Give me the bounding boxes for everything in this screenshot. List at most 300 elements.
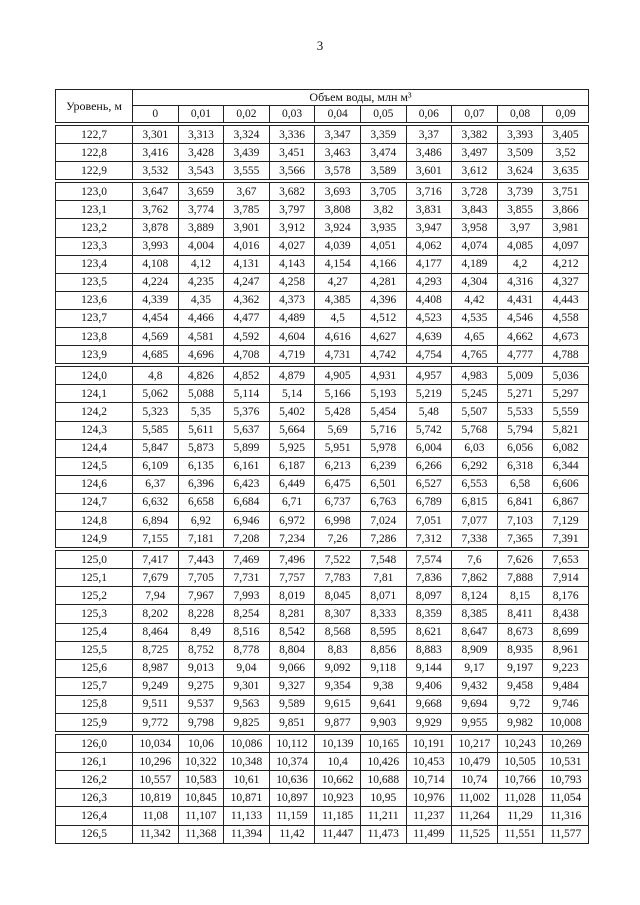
table-row xyxy=(56,677,589,695)
volume-cell: 10,191 xyxy=(406,733,452,753)
level-cell: 123,5 xyxy=(56,273,133,291)
volume-cell: 11,133 xyxy=(224,807,270,825)
volume-cell: 10,269 xyxy=(543,733,589,753)
volume-cell: 11,185 xyxy=(315,807,361,825)
volume-cell: 4,604 xyxy=(269,328,315,346)
volume-cell: 4,004 xyxy=(178,237,224,255)
volume-cell: 10,034 xyxy=(133,733,179,753)
volume-cell: 9,537 xyxy=(178,695,224,713)
volume-cell: 8,359 xyxy=(406,605,452,623)
volume-cell: 4,304 xyxy=(452,273,498,291)
volume-cell: 9,17 xyxy=(452,659,498,677)
volume-cell: 9,982 xyxy=(497,714,543,734)
volume-cell: 3,866 xyxy=(543,201,589,219)
volume-cell: 4,131 xyxy=(224,255,270,273)
table-row xyxy=(56,549,589,569)
volume-cell: 5,428 xyxy=(315,403,361,421)
volume-cell: 7,024 xyxy=(360,511,406,529)
table-row xyxy=(56,511,589,529)
volume-cell: 3,739 xyxy=(497,181,543,201)
volume-cell: 3,785 xyxy=(224,201,270,219)
table-row xyxy=(56,695,589,713)
volume-cell: 3,52 xyxy=(543,144,589,162)
table-row xyxy=(56,181,589,201)
volume-cell: 6,527 xyxy=(406,475,452,493)
volume-cell: 6,501 xyxy=(360,475,406,493)
volume-cell: 5,219 xyxy=(406,385,452,403)
volume-cell: 10,61 xyxy=(224,771,270,789)
volume-cell: 4,293 xyxy=(406,273,452,291)
volume-column-header: Объем воды, млн м³ xyxy=(133,90,589,106)
volume-cell: 4,143 xyxy=(269,255,315,273)
volume-cell: 5,611 xyxy=(178,421,224,439)
volume-cell: 10,322 xyxy=(178,753,224,771)
volume-cell: 7,967 xyxy=(178,587,224,605)
volume-cell: 8,045 xyxy=(315,587,361,605)
volume-cell: 11,028 xyxy=(497,789,543,807)
volume-cell: 10,453 xyxy=(406,753,452,771)
volume-cell: 5,899 xyxy=(224,439,270,457)
page-number: 3 xyxy=(316,38,324,53)
volume-cell: 3,601 xyxy=(406,162,452,182)
volume-cell: 3,67 xyxy=(224,181,270,201)
volume-cell: 3,451 xyxy=(269,144,315,162)
volume-cell: 4,051 xyxy=(360,237,406,255)
volume-cell: 8,621 xyxy=(406,623,452,641)
volume-cell: 9,877 xyxy=(315,714,361,734)
volume-cell: 4,42 xyxy=(452,291,498,309)
volume-cell: 9,354 xyxy=(315,677,361,695)
volume-cell: 10,426 xyxy=(360,753,406,771)
volume-cell: 9,275 xyxy=(178,677,224,695)
volume-cell: 6,684 xyxy=(224,493,270,511)
volume-cell: 6,266 xyxy=(406,457,452,475)
volume-cell: 11,08 xyxy=(133,807,179,825)
volume-cell: 10,923 xyxy=(315,789,361,807)
volume-cell: 4,523 xyxy=(406,309,452,327)
table-row xyxy=(56,605,589,623)
volume-cell: 8,909 xyxy=(452,641,498,659)
volume-cell: 3,497 xyxy=(452,144,498,162)
volume-cell: 11,499 xyxy=(406,825,452,843)
level-cell: 123,3 xyxy=(56,237,133,255)
volume-cell: 4,12 xyxy=(178,255,224,273)
volume-cell: 8,464 xyxy=(133,623,179,641)
level-cell: 124,3 xyxy=(56,421,133,439)
volume-cell: 7,155 xyxy=(133,530,179,550)
volume-cell: 8,254 xyxy=(224,605,270,623)
volume-cell: 4,431 xyxy=(497,291,543,309)
volume-cell: 4,062 xyxy=(406,237,452,255)
volume-cell: 10,112 xyxy=(269,733,315,753)
volume-cell: 7,365 xyxy=(497,530,543,550)
volume-cell: 10,871 xyxy=(224,789,270,807)
volume-cell: 4,983 xyxy=(452,365,498,385)
volume-cell: 4,512 xyxy=(360,309,406,327)
table-row xyxy=(56,291,589,309)
volume-cell: 4,696 xyxy=(178,346,224,366)
increment-header-cell: 0,07 xyxy=(452,106,498,125)
volume-cell: 3,924 xyxy=(315,219,361,237)
level-cell: 124,0 xyxy=(56,365,133,385)
volume-cell: 7,836 xyxy=(406,569,452,587)
table-row xyxy=(56,623,589,641)
volume-cell: 9,641 xyxy=(360,695,406,713)
volume-cell: 10,479 xyxy=(452,753,498,771)
volume-cell: 3,889 xyxy=(178,219,224,237)
volume-cell: 11,054 xyxy=(543,789,589,807)
volume-cell: 7,443 xyxy=(178,549,224,569)
volume-cell: 8,15 xyxy=(497,587,543,605)
level-cell: 126,2 xyxy=(56,771,133,789)
volume-cell: 3,474 xyxy=(360,144,406,162)
volume-cell: 3,912 xyxy=(269,219,315,237)
volume-cell: 5,323 xyxy=(133,403,179,421)
table-row xyxy=(56,789,589,807)
increment-header-cell: 0 xyxy=(133,106,179,125)
volume-cell: 7,181 xyxy=(178,530,224,550)
volume-cell: 3,682 xyxy=(269,181,315,201)
level-cell: 125,0 xyxy=(56,549,133,569)
volume-cell: 6,606 xyxy=(543,475,589,493)
volume-cell: 3,393 xyxy=(497,124,543,144)
volume-cell: 8,961 xyxy=(543,641,589,659)
level-cell: 126,1 xyxy=(56,753,133,771)
table-row xyxy=(56,273,589,291)
volume-cell: 3,624 xyxy=(497,162,543,182)
volume-cell: 6,239 xyxy=(360,457,406,475)
volume-cell: 5,821 xyxy=(543,421,589,439)
volume-cell: 4,224 xyxy=(133,273,179,291)
volume-cell: 7,26 xyxy=(315,530,361,550)
volume-cell: 9,589 xyxy=(269,695,315,713)
volume-cell: 8,883 xyxy=(406,641,452,659)
volume-cell: 7,888 xyxy=(497,569,543,587)
volume-cell: 8,699 xyxy=(543,623,589,641)
volume-cell: 5,742 xyxy=(406,421,452,439)
level-cell: 122,7 xyxy=(56,124,133,144)
volume-cell: 11,447 xyxy=(315,825,361,843)
volume-cell: 9,668 xyxy=(406,695,452,713)
volume-cell: 3,878 xyxy=(133,219,179,237)
volume-cell: 4,177 xyxy=(406,255,452,273)
volume-cell: 10,688 xyxy=(360,771,406,789)
volume-cell: 4,281 xyxy=(360,273,406,291)
volume-cell: 5,402 xyxy=(269,403,315,421)
volume-cell: 3,578 xyxy=(315,162,361,182)
volume-cell: 5,507 xyxy=(452,403,498,421)
volume-cell: 4,327 xyxy=(543,273,589,291)
volume-cell: 7,496 xyxy=(269,549,315,569)
volume-cell: 4,154 xyxy=(315,255,361,273)
volume-cell: 11,42 xyxy=(269,825,315,843)
volume-cell: 4,408 xyxy=(406,291,452,309)
volume-cell: 6,056 xyxy=(497,439,543,457)
volume-cell: 4,2 xyxy=(497,255,543,273)
level-cell: 122,9 xyxy=(56,162,133,182)
volume-cell: 7,574 xyxy=(406,549,452,569)
volume-cell: 3,324 xyxy=(224,124,270,144)
volume-cell: 9,118 xyxy=(360,659,406,677)
volume-cell: 7,103 xyxy=(497,511,543,529)
level-cell: 126,3 xyxy=(56,789,133,807)
table-row xyxy=(56,641,589,659)
volume-cell: 9,066 xyxy=(269,659,315,677)
volume-cell: 3,347 xyxy=(315,124,361,144)
volume-cell: 6,815 xyxy=(452,493,498,511)
volume-cell: 10,296 xyxy=(133,753,179,771)
volume-cell: 4,235 xyxy=(178,273,224,291)
volume-cell: 6,972 xyxy=(269,511,315,529)
increment-header-cell: 0,08 xyxy=(497,106,543,125)
volume-cell: 10,766 xyxy=(497,771,543,789)
increment-header-cell: 0,04 xyxy=(315,106,361,125)
level-cell: 125,1 xyxy=(56,569,133,587)
level-cell: 122,8 xyxy=(56,144,133,162)
level-group xyxy=(56,124,589,181)
volume-cell: 3,97 xyxy=(497,219,543,237)
volume-cell: 6,92 xyxy=(178,511,224,529)
table-row xyxy=(56,659,589,677)
volume-cell: 6,292 xyxy=(452,457,498,475)
volume-cell: 4,166 xyxy=(360,255,406,273)
volume-cell: 10,06 xyxy=(178,733,224,753)
volume-cell: 9,458 xyxy=(497,677,543,695)
table-row xyxy=(56,328,589,346)
volume-cell: 3,405 xyxy=(543,124,589,144)
volume-cell: 7,679 xyxy=(133,569,179,587)
level-cell: 125,7 xyxy=(56,677,133,695)
volume-cell: 6,841 xyxy=(497,493,543,511)
volume-cell: 3,612 xyxy=(452,162,498,182)
increment-header-cell: 0,05 xyxy=(360,106,406,125)
volume-cell: 9,38 xyxy=(360,677,406,695)
volume-cell: 6,004 xyxy=(406,439,452,457)
volume-cell: 7,705 xyxy=(178,569,224,587)
level-group xyxy=(56,181,589,365)
volume-cell: 10,819 xyxy=(133,789,179,807)
volume-cell: 6,763 xyxy=(360,493,406,511)
table-row xyxy=(56,346,589,366)
volume-cell: 3,935 xyxy=(360,219,406,237)
volume-cell: 3,301 xyxy=(133,124,179,144)
volume-cell: 5,114 xyxy=(224,385,270,403)
volume-cell: 6,082 xyxy=(543,439,589,457)
volume-cell: 9,955 xyxy=(452,714,498,734)
volume-cell: 3,728 xyxy=(452,181,498,201)
volume-cell: 4,788 xyxy=(543,346,589,366)
volume-cell: 6,71 xyxy=(269,493,315,511)
table-row xyxy=(56,439,589,457)
volume-cell: 7,522 xyxy=(315,549,361,569)
volume-cell: 7,234 xyxy=(269,530,315,550)
volume-cell: 11,342 xyxy=(133,825,179,843)
volume-cell: 4,477 xyxy=(224,309,270,327)
volume-cell: 5,271 xyxy=(497,385,543,403)
volume-cell: 8,071 xyxy=(360,587,406,605)
volume-cell: 4,569 xyxy=(133,328,179,346)
volume-cell: 10,086 xyxy=(224,733,270,753)
volume-cell: 8,542 xyxy=(269,623,315,641)
table-row xyxy=(56,530,589,550)
volume-cell: 6,946 xyxy=(224,511,270,529)
volume-cell: 5,925 xyxy=(269,439,315,457)
volume-cell: 4,35 xyxy=(178,291,224,309)
volume-cell: 4,708 xyxy=(224,346,270,366)
volume-cell: 7,914 xyxy=(543,569,589,587)
volume-cell: 8,438 xyxy=(543,605,589,623)
volume-cell: 6,449 xyxy=(269,475,315,493)
volume-cell: 8,281 xyxy=(269,605,315,623)
volume-cell: 9,144 xyxy=(406,659,452,677)
volume-cell: 8,935 xyxy=(497,641,543,659)
level-cell: 125,8 xyxy=(56,695,133,713)
volume-cell: 3,693 xyxy=(315,181,361,201)
volume-cell: 5,245 xyxy=(452,385,498,403)
volume-cell: 4,731 xyxy=(315,346,361,366)
level-cell: 124,9 xyxy=(56,530,133,550)
volume-cell: 7,653 xyxy=(543,549,589,569)
volume-cell: 7,862 xyxy=(452,569,498,587)
level-cell: 123,2 xyxy=(56,219,133,237)
increment-header-cell: 0,01 xyxy=(178,106,224,125)
volume-cell: 3,37 xyxy=(406,124,452,144)
volume-cell: 6,867 xyxy=(543,493,589,511)
volume-cell: 6,998 xyxy=(315,511,361,529)
table-row xyxy=(56,771,589,789)
volume-cell: 3,797 xyxy=(269,201,315,219)
volume-cell: 8,385 xyxy=(452,605,498,623)
volume-cell: 4,5 xyxy=(315,309,361,327)
table-row xyxy=(56,144,589,162)
volume-cell: 4,189 xyxy=(452,255,498,273)
volume-cell: 10,243 xyxy=(497,733,543,753)
volume-cell: 5,533 xyxy=(497,403,543,421)
volume-cell: 3,843 xyxy=(452,201,498,219)
volume-cell: 5,062 xyxy=(133,385,179,403)
volume-cell: 3,416 xyxy=(133,144,179,162)
level-cell: 124,2 xyxy=(56,403,133,421)
level-cell: 124,1 xyxy=(56,385,133,403)
increment-header-cell: 0,09 xyxy=(543,106,589,125)
volume-cell: 4,535 xyxy=(452,309,498,327)
table-row xyxy=(56,733,589,753)
increment-header-cell: 0,02 xyxy=(224,106,270,125)
volume-cell: 4,339 xyxy=(133,291,179,309)
volume-cell: 4,396 xyxy=(360,291,406,309)
volume-cell: 4,466 xyxy=(178,309,224,327)
volume-cell: 6,658 xyxy=(178,493,224,511)
level-cell: 126,4 xyxy=(56,807,133,825)
volume-cell: 7,077 xyxy=(452,511,498,529)
volume-cell: 9,013 xyxy=(178,659,224,677)
volume-cell: 3,82 xyxy=(360,201,406,219)
volume-cell: 6,135 xyxy=(178,457,224,475)
level-cell: 123,4 xyxy=(56,255,133,273)
volume-cell: 7,286 xyxy=(360,530,406,550)
volume-cell: 3,428 xyxy=(178,144,224,162)
volume-cell: 9,615 xyxy=(315,695,361,713)
volume-cell: 5,768 xyxy=(452,421,498,439)
volume-cell: 3,509 xyxy=(497,144,543,162)
level-cell: 123,8 xyxy=(56,328,133,346)
volume-cell: 10,217 xyxy=(452,733,498,753)
volume-cell: 3,439 xyxy=(224,144,270,162)
volume-cell: 6,396 xyxy=(178,475,224,493)
volume-cell: 4,362 xyxy=(224,291,270,309)
table-row xyxy=(56,753,589,771)
volume-cell: 6,737 xyxy=(315,493,361,511)
volume-cell: 3,336 xyxy=(269,124,315,144)
volume-cell: 3,762 xyxy=(133,201,179,219)
level-cell: 125,3 xyxy=(56,605,133,623)
volume-cell: 9,746 xyxy=(543,695,589,713)
volume-cell: 3,555 xyxy=(224,162,270,182)
volume-cell: 5,14 xyxy=(269,385,315,403)
table-row xyxy=(56,475,589,493)
volume-cell: 4,258 xyxy=(269,273,315,291)
volume-cell: 3,958 xyxy=(452,219,498,237)
volume-cell: 7,993 xyxy=(224,587,270,605)
volume-cell: 11,159 xyxy=(269,807,315,825)
volume-cell: 8,124 xyxy=(452,587,498,605)
volume-cell: 9,249 xyxy=(133,677,179,695)
volume-cell: 4,039 xyxy=(315,237,361,255)
volume-cell: 4,454 xyxy=(133,309,179,327)
volume-cell: 4,27 xyxy=(315,273,361,291)
volume-cell: 10,505 xyxy=(497,753,543,771)
volume-cell: 9,301 xyxy=(224,677,270,695)
volume-cell: 5,951 xyxy=(315,439,361,457)
volume-cell: 8,019 xyxy=(269,587,315,605)
volume-cell: 5,193 xyxy=(360,385,406,403)
volume-cell: 3,831 xyxy=(406,201,452,219)
volume-cell: 5,166 xyxy=(315,385,361,403)
volume-cell: 11,473 xyxy=(360,825,406,843)
level-group xyxy=(56,549,589,733)
volume-cell: 4,852 xyxy=(224,365,270,385)
volume-cell: 9,772 xyxy=(133,714,179,734)
volume-cell: 11,237 xyxy=(406,807,452,825)
volume-cell: 4,879 xyxy=(269,365,315,385)
volume-cell: 8,228 xyxy=(178,605,224,623)
volume-cell: 9,092 xyxy=(315,659,361,677)
level-cell: 125,5 xyxy=(56,641,133,659)
volume-cell: 8,568 xyxy=(315,623,361,641)
volume-cell: 10,845 xyxy=(178,789,224,807)
volume-cell: 6,213 xyxy=(315,457,361,475)
volume-cell: 7,731 xyxy=(224,569,270,587)
increment-header-cell: 0,06 xyxy=(406,106,452,125)
volume-cell: 10,348 xyxy=(224,753,270,771)
volume-cell: 8,202 xyxy=(133,605,179,623)
volume-cell: 3,635 xyxy=(543,162,589,182)
volume-cell: 11,107 xyxy=(178,807,224,825)
volume-cell: 3,705 xyxy=(360,181,406,201)
level-cell: 125,4 xyxy=(56,623,133,641)
volume-cell: 8,333 xyxy=(360,605,406,623)
volume-cell: 8,411 xyxy=(497,605,543,623)
level-cell: 123,6 xyxy=(56,291,133,309)
volume-cell: 11,525 xyxy=(452,825,498,843)
volume-cell: 4,443 xyxy=(543,291,589,309)
volume-cell: 8,176 xyxy=(543,587,589,605)
volume-cell: 3,808 xyxy=(315,201,361,219)
volume-cell: 8,83 xyxy=(315,641,361,659)
volume-cell: 8,778 xyxy=(224,641,270,659)
volume-cell: 5,873 xyxy=(178,439,224,457)
level-cell: 124,7 xyxy=(56,493,133,511)
